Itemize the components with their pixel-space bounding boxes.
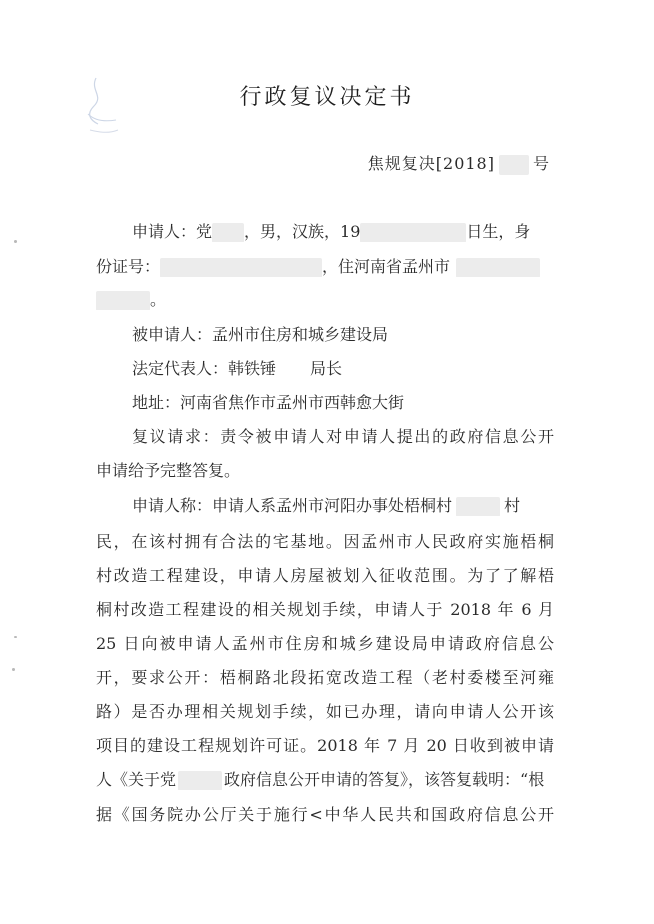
- document-number-prefix: 焦规复决[2018]: [367, 154, 495, 173]
- text-line: 村改造工程建设，申请人房屋被划入征收范围。为了了解梧: [96, 566, 554, 585]
- text-line: 申请给予完整答复。: [96, 461, 241, 480]
- text-line: 路）是否办理相关规划手续，如已办理，请向申请人公开该: [96, 702, 554, 721]
- text-line: 申请人：党 ，男，汉族，19 日生，身: [132, 222, 531, 241]
- redaction-block: [96, 291, 150, 311]
- document-number: [368, 151, 550, 175]
- text-line: 份证号： ，住河南省孟州市: [96, 257, 554, 277]
- redaction-block: [178, 771, 222, 791]
- respondent-line: 被申请人：孟州市住房和城乡建设局: [132, 325, 389, 344]
- text-line: 民，在该村拥有合法的宅基地。因孟州市人民政府实施梧桐: [96, 532, 554, 551]
- legal-rep-line: 法定代表人：韩铁锤 局长: [132, 359, 343, 378]
- redaction-block: [160, 258, 322, 278]
- text-line: 申请人称：申请人系孟州市河阳办事处梧桐村 村: [132, 496, 521, 515]
- redaction-block: [499, 155, 529, 175]
- redaction-block: [456, 258, 540, 278]
- address-line: 地址：河南省焦作市孟州市西韩愈大街: [132, 393, 405, 412]
- speck-3: [12, 668, 15, 671]
- redaction-block: [456, 497, 500, 517]
- text-line: 据《国务院办公厅关于施行<中华人民共和国政府信息公开: [96, 805, 554, 824]
- text-line: 复议请求：责令被申请人对申请人提出的政府信息公开: [132, 427, 554, 446]
- text-line: 25 日向被申请人孟州市住房和城乡建设局申请政府信息公: [96, 634, 554, 653]
- speck-1: [14, 240, 17, 243]
- redaction-block: [360, 223, 466, 243]
- document-number-suffix: 号: [532, 154, 550, 173]
- speck-2: [14, 636, 17, 638]
- redaction-block: [212, 223, 244, 243]
- text-line: 项目的建设工程规划许可证。2018 年 7 月 20 日收到被申请: [96, 736, 554, 755]
- text-line: 桐村改造工程建设的相关规划手续，申请人于 2018 年 6 月: [96, 600, 554, 619]
- text-line: 开，要求公开：梧桐路北段拓宽改造工程（老村委楼至河雍: [96, 668, 554, 687]
- text-line: 。: [96, 290, 554, 310]
- document-title: 行政复议决定书: [239, 85, 415, 110]
- text-line: 人《关于党 政府信息公开申请的答复》，该答复载明：“根: [96, 770, 545, 789]
